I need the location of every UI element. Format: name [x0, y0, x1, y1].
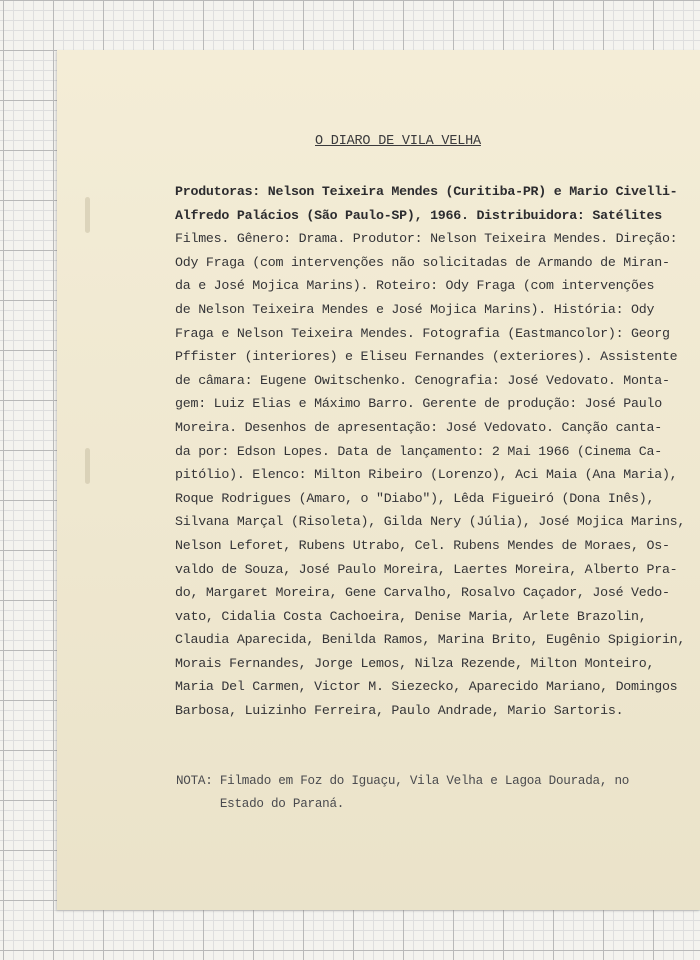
typewritten-page [57, 50, 700, 910]
text-line: Silvana Marçal (Risoleta), Gilda Nery (Júlia), José Mojica Marins, [175, 514, 686, 530]
text-line: Pffister (interiores) e Eliseu Fernandes (exteriores). Assistente [175, 349, 678, 365]
text-line: Claudia Aparecida, Benilda Ramos, Marina Brito, Eugênio Spigiorin, [175, 632, 686, 648]
text-line: vato, Cidalia Costa Cachoeira, Denise Maria, Arlete Brazolin, [175, 608, 647, 624]
text-line: Alfredo Palácios (São Paulo-SP), 1966. Distribuidora: Satélites [175, 207, 662, 223]
text-line: Morais Fernandes, Jorge Lemos, Nilza Rezende, Milton Monteiro, [175, 655, 655, 671]
text-line: Produtoras: Nelson Teixeira Mendes (Curitiba-PR) e Mario Civelli- [175, 184, 678, 199]
text-line: de Nelson Teixeira Mendes e José Mojica Marins). História: Ody [175, 301, 655, 317]
text-line: Moreira. Desenhos de apresentação: José Vedovato. Canção canta- [175, 419, 662, 435]
punch-hole-mark [85, 448, 90, 484]
text-line: Maria Del Carmen, Victor M. Siezecko, Aparecido Mariano, Domingos [175, 679, 678, 695]
text-line: da e José Mojica Marins). Roteiro: Ody Fraga (com intervenções [175, 278, 655, 294]
text-line: gem: Luiz Elias e Máximo Barro. Gerente de produção: José Paulo [175, 396, 662, 412]
text-line: pitólio). Elenco: Milton Ribeiro (Lorenzo), Aci Maia (Ana Maria), [175, 467, 678, 483]
text-line: da por: Edson Lopes. Data de lançamento: 2 Mai 1966 (Cinema Ca- [175, 443, 662, 459]
text-line: Roque Rodrigues (Amaro, o "Diabo"), Lêda Figueiró (Dona Inês), [175, 490, 655, 506]
text-line: Ody Fraga (com intervenções não solicitadas de Armando de Miran- [175, 254, 670, 270]
text-line: Filmes. Gênero: Drama. Produtor: Nelson Teixeira Mendes. Direção: [175, 231, 678, 247]
punch-hole-mark [85, 197, 90, 233]
note-line: NOTA: Filmado em Foz do Iguaçu, Vila Velha e Lagoa Dourada, no [176, 774, 630, 788]
text-line: Nelson Leforet, Rubens Utrabo, Cel. Rubens Mendes de Moraes, Os- [175, 537, 670, 553]
text-line: do, Margaret Moreira, Gene Carvalho, Rosalvo Caçador, José Vedo- [175, 585, 670, 601]
note-line: Estado do Paraná. [176, 797, 345, 811]
credits-paragraph [175, 180, 685, 723]
document-title: O DIARO DE VILA VELHA [315, 134, 481, 149]
text-line: valdo de Souza, José Paulo Moreira, Laertes Moreira, Alberto Pra- [175, 561, 678, 577]
text-line: Barbosa, Luizinho Ferreira, Paulo Andrade, Mario Sartoris. [175, 703, 624, 719]
production-note [176, 770, 629, 816]
text-line: Fraga e Nelson Teixeira Mendes. Fotografia (Eastmancolor): Georg [175, 325, 670, 341]
text-line: de câmara: Eugene Owitschenko. Cenografia: José Vedovato. Monta- [175, 372, 670, 388]
